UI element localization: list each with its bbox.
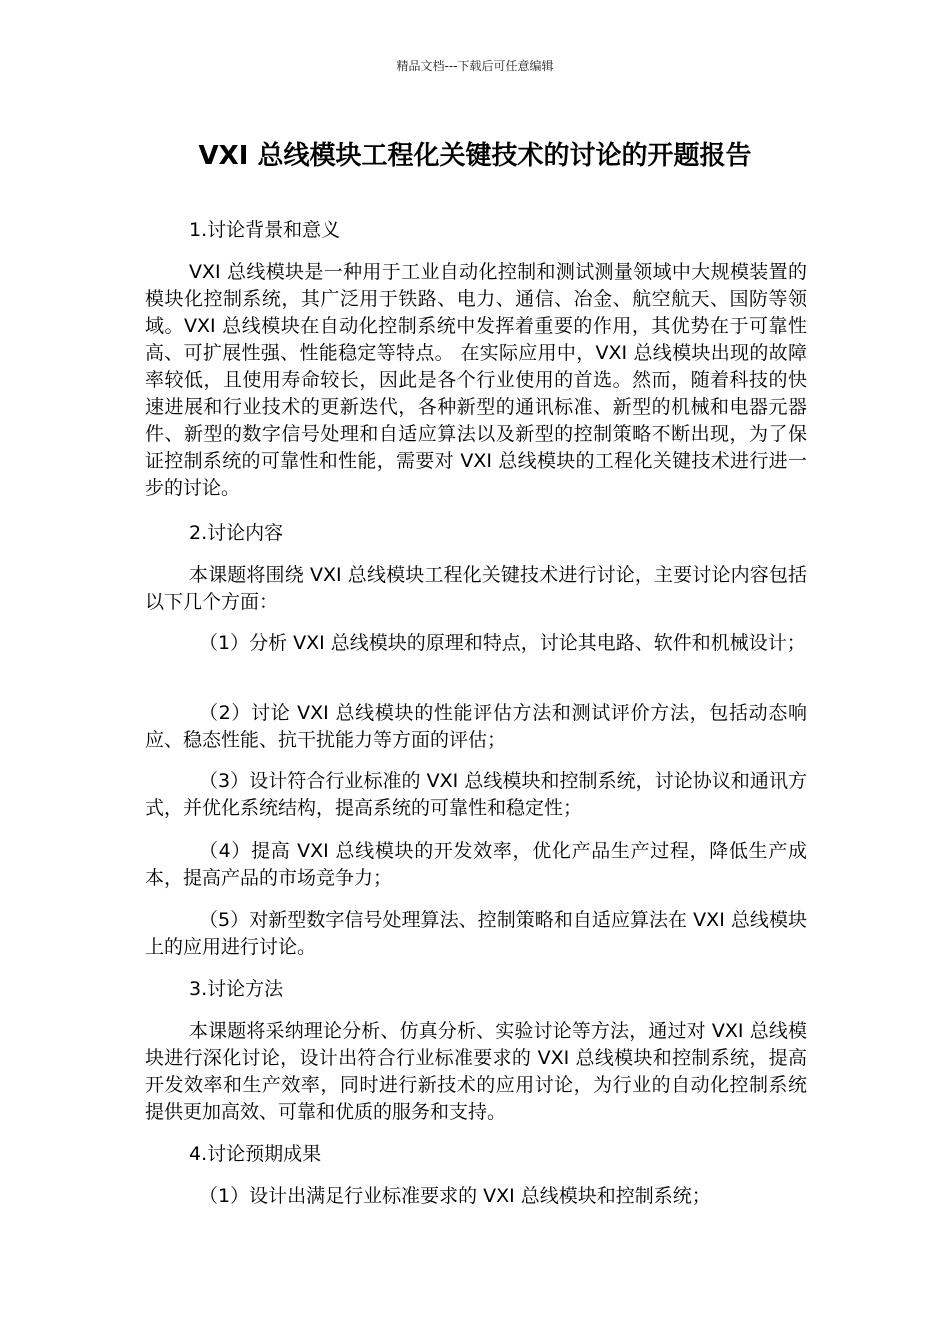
page-header: 精品文档---下载后可任意编辑 — [396, 59, 554, 73]
section-heading-method: 3.讨论方法 — [189, 978, 284, 1000]
list-item-content-4: （4）提高 VXI 总线模块的开发效率，优化产品生产过程，降低生产成本，提高产品的市场竞争力； — [145, 840, 807, 889]
list-item-content-1: （1）分析 VXI 总线模块的原理和特点，讨论其电路、软件和机械设计； — [199, 632, 806, 654]
document-title: VXI 总线模块工程化关键技术的讨论的开题报告 — [198, 141, 752, 171]
list-item-content-3: （3）设计符合行业标准的 VXI 总线模块和控制系统，讨论协议和通讯方式，并优化系统结构，提高系统的可靠性和稳定性； — [145, 770, 807, 819]
section-intro-content: 本课题将围绕 VXI 总线模块工程化关键技术进行讨论，主要讨论内容包括以下几个方面： — [145, 564, 807, 613]
section-heading-content: 2.讨论内容 — [189, 522, 284, 544]
section-heading-background: 1.讨论背景和意义 — [189, 219, 341, 241]
list-item-results-1: （1）设计出满足行业标准要求的 VXI 总线模块和控制系统； — [199, 1185, 711, 1207]
section-heading-results: 4.讨论预期成果 — [189, 1143, 322, 1165]
list-item-content-2: （2）讨论 VXI 总线模块的性能评估方法和测试评价方法，包括动态响应、稳态性能、抗干扰能力等方面的评估； — [145, 702, 807, 751]
list-item-content-5: （5）对新型数字信号处理算法、控制策略和自适应算法在 VXI 总线模块上的应用进行讨论。 — [145, 909, 807, 958]
section-paragraph-method: 本课题将采纳理论分析、仿真分析、实验讨论等方法，通过对 VXI 总线模块进行深化讨论，设计出符合行业标准要求的 VXI 总线模块和控制系统，提高开发效率和生产效率，同时进行新技术的应用讨论，为行业的自动化控制系统提供更加高效、可靠和优质的服务和支持。 — [145, 1020, 807, 1123]
section-paragraph-background: VXI 总线模块是一种用于工业自动化控制和测试测量领域中大规模装置的模块化控制系统，其广泛用于铁路、电力、通信、冶金、航空航天、国防等领域。VXI 总线模块在自动化控制系统中发挥着重要的作用，其优势在于可靠性高、可扩展性强、性能稳定等特点。 在实际应用中，VXI 总线模块出现的故障率较低，且使用寿命较长，因此是各个行业使用的首选。然而，随着科技的快速进展和行业技术的更新迭代，各种新型的通讯标准、新型的机械和电器元器件、新型的数字信号处理和自适应算法以及新型的控制策略不断出现，为了保证控制系统的可靠性和性能，需要对 VXI 总线模块的工程化关键技术进行进一步的讨论。 — [145, 261, 807, 499]
